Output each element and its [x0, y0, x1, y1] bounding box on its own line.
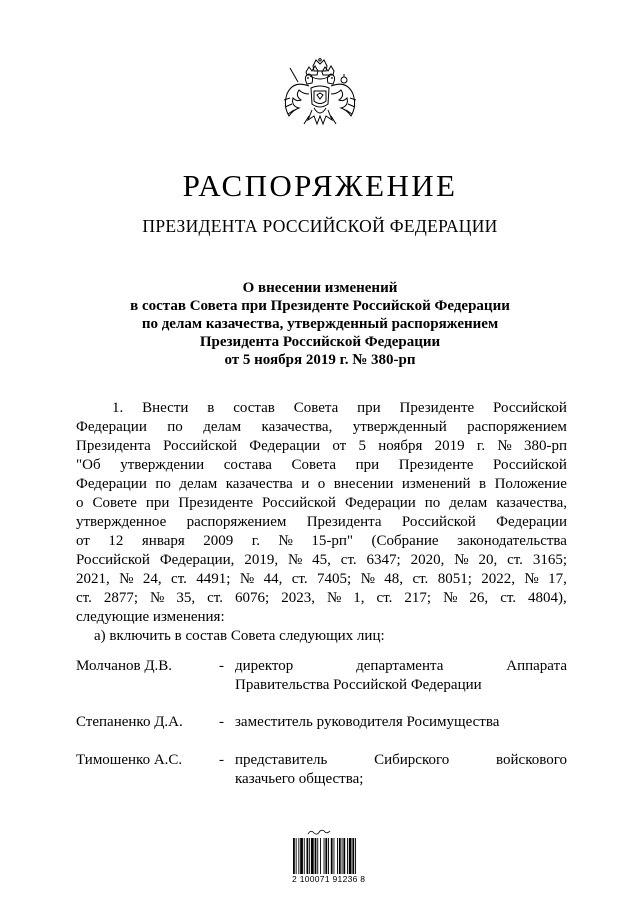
body-line: Президента Российской Федерации от 5 ноября 2019 г. № 380-рп: [76, 438, 567, 454]
barcode-digits: 2 100071 91236 8: [292, 874, 366, 884]
body-line: 1. Внести в состав Совета при Президенте Российской: [112, 400, 567, 416]
body-paragraph: [76, 399, 567, 646]
member-role-line: заместитель руководителя Росимущества: [235, 714, 500, 730]
heading-line: Президента Российской Федерации: [199, 334, 441, 350]
member-dash: -: [219, 658, 224, 674]
barcode: [292, 828, 376, 886]
body-line: Федерации по делам казачества, утвержденный распоряжением: [76, 419, 567, 435]
member-dash: -: [219, 714, 224, 730]
body-line: следующие изменения:: [76, 609, 225, 625]
document-title: РАСПОРЯЖЕНИЕ: [182, 168, 458, 203]
member-dash: -: [219, 752, 224, 768]
heading-line: в состав Совета при Президенте Российской Федерации: [130, 298, 510, 314]
body-line: от 12 января 2009 г. № 15-рп" (Собрание законодательства: [76, 533, 567, 549]
member-role: [235, 657, 567, 695]
member-role-line: директор департамента Аппарата: [235, 658, 567, 674]
body-line: о Совете при Президенте Российской Федерации по делам казачества,: [76, 495, 567, 511]
heading-line: по делам казачества, утвержденный распоряжением: [141, 316, 499, 332]
member-name: Молчанов Д.В.: [76, 658, 173, 674]
signature-mark-icon: [306, 828, 332, 836]
member-role: [235, 713, 567, 732]
document-subtitle: ПРЕЗИДЕНТА РОССИЙСКОЙ ФЕДЕРАЦИИ: [142, 216, 498, 236]
body-line: утвержденное распоряжением Президента Российской Федерации: [76, 514, 567, 530]
body-line: "Об утверждении состава Совета при Президенте Российской: [76, 457, 567, 473]
heading-line: от 5 ноября 2019 г. № 380-рп: [224, 352, 416, 368]
heading-line: О внесении изменений: [242, 280, 398, 296]
document-heading: [0, 279, 640, 369]
body-line: ст. 2877; № 35, ст. 6076; 2023, № 1, ст. 217; № 26, ст. 4804),: [76, 590, 567, 606]
member-role-line: Правительства Российской Федерации: [235, 677, 482, 693]
member-role-line: казачьего общества;: [235, 771, 364, 787]
body-line: Российской Федерации, 2019, № 45, ст. 6347; 2020, № 20, ст. 3165;: [76, 552, 567, 568]
body-line: 2021, № 24, ст. 4491; № 44, ст. 7405; № 48, ст. 8051; 2022, № 17,: [76, 571, 567, 587]
member-name: Степаненко Д.А.: [76, 714, 183, 730]
body-line: Федерации по делам казачества и о внесении изменений в Положение: [76, 476, 567, 492]
body-line: а) включить в состав Совета следующих лиц:: [94, 628, 385, 644]
member-role-line: представитель Сибирского войскового: [235, 752, 567, 768]
barcode-icon: [292, 838, 376, 874]
russian-coat-of-arms-icon: [276, 58, 364, 148]
member-role: [235, 751, 567, 789]
member-name: Тимошенко А.С.: [76, 752, 183, 768]
